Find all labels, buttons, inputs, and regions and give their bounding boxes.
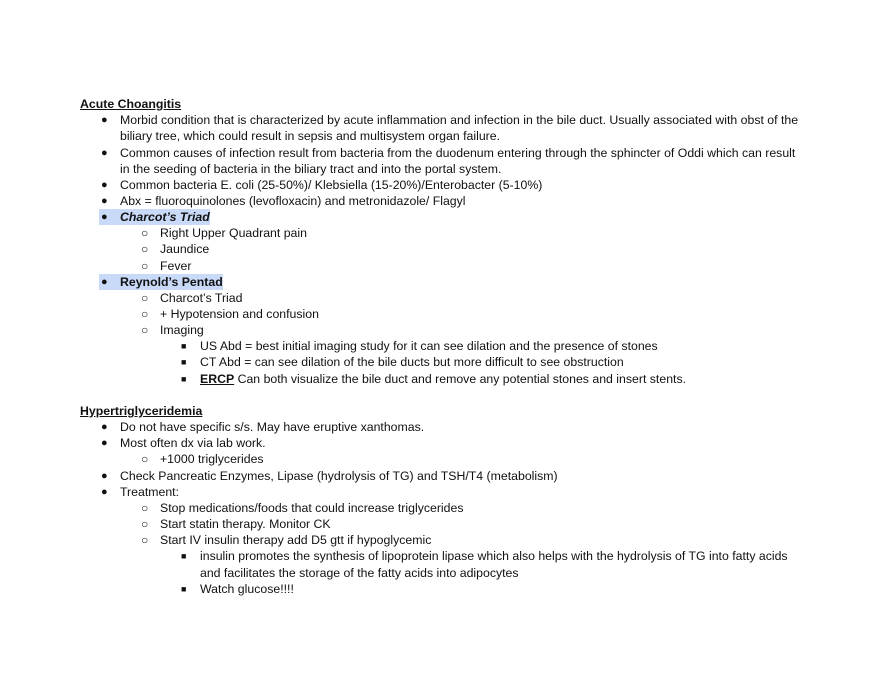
circle-bullet-icon: ○	[141, 533, 149, 547]
list-item-text: Stop medications/foods that could increase triglycerides	[160, 501, 464, 515]
sub-list-item	[0, 500, 880, 516]
list-item	[0, 419, 880, 435]
list-item	[0, 177, 880, 193]
bullet-icon: ●	[101, 211, 108, 223]
square-bullet-icon: ■	[181, 374, 187, 384]
bullet-icon: ●	[101, 147, 108, 159]
bullet-icon: ●	[101, 195, 108, 207]
circle-bullet-icon: ○	[141, 452, 149, 466]
circle-bullet-icon: ○	[141, 291, 149, 305]
sub-list-item	[0, 225, 880, 241]
list-item-continuation	[0, 161, 880, 177]
list-item-text: Start IV insulin therapy add D5 gtt if hypoglycemic	[160, 533, 432, 547]
sub-list-item	[0, 258, 880, 274]
square-bullet-icon: ■	[181, 551, 187, 561]
sub-sub-list-item	[0, 548, 880, 564]
circle-bullet-icon: ○	[141, 307, 149, 321]
bullet-icon: ●	[101, 486, 108, 498]
bullet-icon: ●	[101, 437, 108, 449]
section-title-hypertriglyceridemia: Hypertriglyceridemia	[80, 404, 203, 418]
sub-list-item	[0, 290, 880, 306]
list-item-text: Morbid condition that is characterized by acute inflammation and infection in the bile duct. Usually associated with obst of the	[120, 113, 799, 127]
list-item-text: Abx = fluoroquinolones (levofloxacin) and metronidazole/ Flagyl	[120, 194, 466, 208]
list-item-text: and facilitates the storage of the fatty acids into adipocytes	[200, 566, 519, 580]
list-item-text: biliary tree, which could result in sepsis and multisystem organ failure.	[120, 129, 501, 143]
sub-list-item	[0, 322, 880, 338]
list-item-text: Fever	[160, 259, 192, 273]
list-item-text: Right Upper Quadrant pain	[160, 226, 307, 240]
list-item-text: Jaundice	[160, 242, 210, 256]
list-item-text: US Abd = best initial imaging study for it can see dilation and the presence of stones	[200, 339, 658, 353]
list-item-text: CT Abd = can see dilation of the bile ducts but more difficult to see obstruction	[200, 355, 624, 369]
bullet-icon: ●	[101, 276, 108, 288]
list-item-text: Do not have specific s/s. May have eruptive xanthomas.	[120, 420, 425, 434]
bullet-icon: ●	[101, 179, 108, 191]
square-bullet-icon: ■	[181, 341, 187, 351]
list-item-text: Start statin therapy. Monitor CK	[160, 517, 331, 531]
list-item-charcots-triad	[0, 209, 880, 225]
charcots-triad-label: Charcot’s Triad	[120, 210, 210, 224]
sub-sub-list-item	[0, 581, 880, 597]
list-item-text: Common bacteria E. coli (25-50%)/ Klebsiella (15-20%)/Enterobacter (5-10%)	[120, 178, 543, 192]
list-item-text: Most often dx via lab work.	[120, 436, 266, 450]
list-item-text	[200, 371, 686, 387]
sub-sub-list-item	[0, 354, 880, 370]
sub-list-item	[0, 516, 880, 532]
list-item	[0, 112, 880, 128]
list-item-continuation	[0, 565, 880, 581]
circle-bullet-icon: ○	[141, 226, 149, 240]
square-bullet-icon: ■	[181, 357, 187, 367]
list-item	[0, 145, 880, 161]
list-item	[0, 484, 880, 500]
sub-sub-list-item	[0, 371, 880, 387]
circle-bullet-icon: ○	[141, 259, 149, 273]
bullet-icon: ●	[101, 114, 108, 126]
list-item	[0, 468, 880, 484]
list-item-text: in the seeding of bacteria in the biliary tract and into the portal system.	[120, 162, 502, 176]
bullet-icon: ●	[101, 421, 108, 433]
circle-bullet-icon: ○	[141, 517, 149, 531]
ercp-description: Can both visualize the bile duct and remove any potential stones and insert stents.	[234, 372, 687, 386]
list-item-text: Treatment:	[120, 485, 179, 499]
sub-list-item	[0, 241, 880, 257]
sub-list-item	[0, 532, 880, 548]
list-item-text: Imaging	[160, 323, 204, 337]
list-item	[0, 193, 880, 209]
reynolds-pentad-label: Reynold’s Pentad	[120, 275, 223, 289]
list-item-text: Check Pancreatic Enzymes, Lipase (hydrolysis of TG) and TSH/T4 (metabolism)	[120, 469, 558, 483]
list-item	[0, 435, 880, 451]
sub-list-item	[0, 306, 880, 322]
sub-sub-list-item	[0, 338, 880, 354]
list-item-text: insulin promotes the synthesis of lipoprotein lipase which also helps with the hydrolysis of TG into fatty acids	[200, 549, 788, 563]
list-item-continuation	[0, 128, 880, 144]
list-item-text: +1000 triglycerides	[160, 452, 264, 466]
ercp-label: ERCP	[200, 372, 235, 386]
list-item-reynolds-pentad	[0, 274, 880, 290]
square-bullet-icon: ■	[181, 584, 187, 594]
list-item-text: Charcot’s Triad	[160, 291, 243, 305]
list-item-text: Watch glucose!!!!	[200, 582, 294, 596]
list-item-text: + Hypotension and confusion	[160, 307, 319, 321]
circle-bullet-icon: ○	[141, 242, 149, 256]
section-title-acute-choangitis: Acute Choangitis	[80, 97, 182, 111]
sub-list-item	[0, 451, 880, 467]
bullet-icon: ●	[101, 470, 108, 482]
list-item-text: Common causes of infection result from bacteria from the duodenum entering through the sphincter of Oddi which can result	[120, 146, 796, 160]
circle-bullet-icon: ○	[141, 323, 149, 337]
circle-bullet-icon: ○	[141, 501, 149, 515]
